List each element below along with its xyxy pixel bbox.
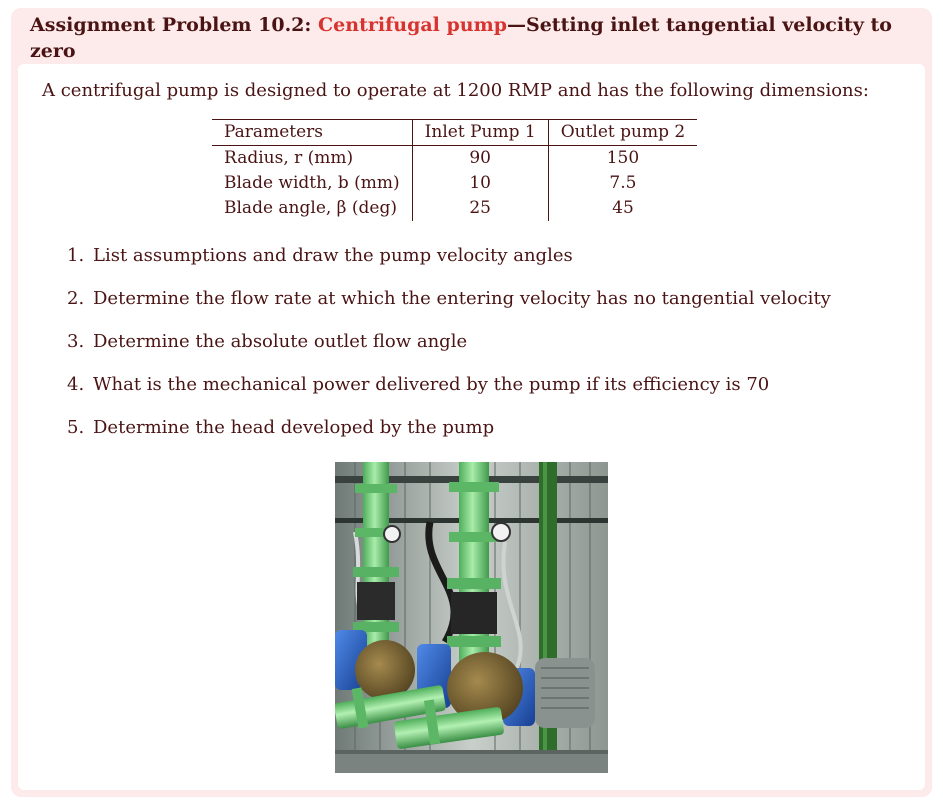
inlet-value: 10 (412, 171, 548, 196)
valve-body (451, 592, 497, 634)
list-item (67, 244, 831, 287)
list-item (67, 330, 831, 373)
table-row (212, 196, 697, 221)
item-text: List assumptions and draw the pump velocity angles (93, 245, 573, 266)
row-label: Blade angle, β (deg) (212, 196, 412, 221)
pressure-gauge-icon (384, 526, 400, 542)
pressure-gauge-icon (492, 523, 510, 541)
header-outlet: Outlet pump 2 (548, 120, 697, 146)
item-text: Determine the head developed by the pump (93, 417, 495, 438)
title-highlight: Centrifugal pump (318, 14, 507, 36)
flange (447, 636, 501, 647)
title-prefix: Assignment Problem 10.2: (30, 14, 319, 36)
item-number: 2. (67, 288, 85, 309)
item-text: What is the mechanical power delivered by the pump if its efficiency is 70 (93, 374, 770, 395)
inlet-value: 90 (412, 146, 548, 172)
flange (353, 567, 399, 577)
list-item (67, 287, 831, 330)
item-number: 3. (67, 331, 85, 352)
outlet-value: 7.5 (609, 173, 637, 193)
row-label: Radius, r (mm) (212, 146, 412, 172)
header-parameters: Parameters (212, 120, 412, 146)
flange (449, 482, 499, 492)
header-inlet: Inlet Pump 1 (412, 120, 548, 146)
valve-body (357, 582, 395, 620)
base-frame (335, 752, 608, 773)
outlet-value: 150 (606, 148, 640, 168)
title-rest: —Setting inlet tangential velocity to zero (30, 14, 892, 62)
problem-title (30, 12, 910, 64)
flange (355, 484, 397, 493)
dimensions-table (212, 119, 697, 221)
intro-text: A centrifugal pump is designed to operate at 1200 RMP and has the following dimensions: (42, 80, 869, 101)
table-row (212, 146, 697, 172)
item-number: 1. (67, 245, 85, 266)
table-row (212, 171, 697, 196)
item-text: Determine the flow rate at which the entering velocity has no tangential velocity (93, 288, 831, 309)
list-item (67, 373, 831, 416)
inlet-value: 25 (412, 196, 548, 221)
item-text: Determine the absolute outlet flow angle (93, 331, 468, 352)
outlet-value: 45 (612, 198, 634, 218)
flange (447, 578, 501, 589)
item-number: 5. (67, 417, 85, 438)
question-list (67, 244, 831, 459)
table-header-row (212, 120, 697, 146)
pump-photo (335, 462, 608, 773)
row-label: Blade width, b (mm) (212, 171, 412, 196)
list-item (67, 416, 831, 459)
item-number: 4. (67, 374, 85, 395)
